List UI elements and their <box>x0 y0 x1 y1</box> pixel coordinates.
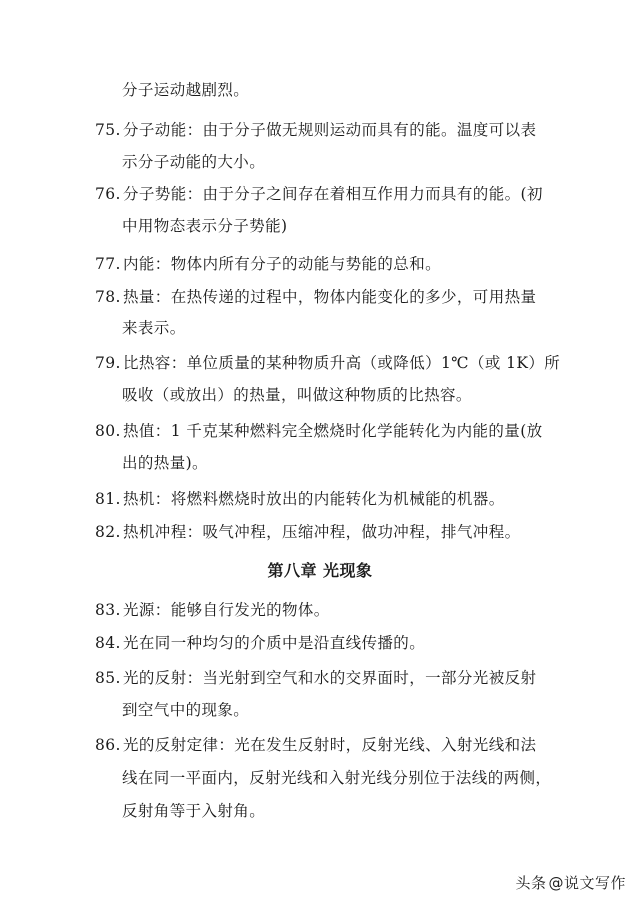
list-item-81 <box>95 489 505 509</box>
item-text-continued: 线在同一平面内，反射光线和入射光线分别位于法线的两侧， <box>122 769 552 787</box>
item-text-continued: 到空气中的现象。 <box>122 701 250 719</box>
item-text-continued: 示分子动能的大小。 <box>122 153 266 171</box>
list-item-78 <box>95 287 536 307</box>
chapter-heading: 第八章 光现象 <box>267 561 373 580</box>
list-item-84 <box>95 633 425 653</box>
watermark <box>515 872 626 893</box>
item-text: 光在同一种均匀的介质中是沿直线传播的。 <box>123 634 426 652</box>
item-text: 热值：1 千克某种燃料完全燃烧时化学能转化为内能的量(放 <box>123 422 543 440</box>
item-number: 84. <box>95 634 121 652</box>
list-item-83 <box>95 600 330 620</box>
item-number: 77. <box>95 255 121 273</box>
item-text: 热量：在热传递的过程中，物体内能变化的多少，可用热量 <box>123 288 537 306</box>
item-number: 78. <box>95 288 121 306</box>
continuation-line: 分子运动越剧烈。 <box>122 81 250 99</box>
item-text: 分子动能：由于分子做无规则运动而具有的能。温度可以表 <box>123 121 537 139</box>
list-item-79 <box>95 353 560 373</box>
item-text-continued: 来表示。 <box>122 319 186 337</box>
list-item-75 <box>95 120 536 140</box>
item-text: 比热容：单位质量的某种物质升高（或降低）1℃（或 1K）所 <box>123 354 561 372</box>
watermark-prefix: 头条 <box>515 874 547 892</box>
item-number: 75. <box>95 121 121 139</box>
item-number: 86. <box>95 736 121 754</box>
item-number: 81. <box>95 490 121 508</box>
item-number: 80. <box>95 422 121 440</box>
item-text: 光源：能够自行发光的物体。 <box>123 601 330 619</box>
item-text-continued: 吸收（或放出）的热量，叫做这种物质的比热容。 <box>122 386 472 404</box>
list-item-76 <box>95 184 543 204</box>
item-number: 82. <box>95 523 121 541</box>
item-text: 光的反射定律：光在发生反射时，反射光线、入射光线和法 <box>123 736 537 754</box>
item-text: 光的反射：当光射到空气和水的交界面时，一部分光被反射 <box>123 669 537 687</box>
item-text: 内能：物体内所有分子的动能与势能的总和。 <box>123 255 442 273</box>
item-text-continued: 中用物态表示分子势能) <box>122 217 288 235</box>
item-text: 热机冲程：吸气冲程，压缩冲程，做功冲程，排气冲程。 <box>123 523 521 541</box>
list-item-82 <box>95 522 521 542</box>
list-item-77 <box>95 254 441 274</box>
item-number: 76. <box>95 185 121 203</box>
item-text: 热机：将燃料燃烧时放出的内能转化为机械能的机器。 <box>123 490 505 508</box>
list-item-80 <box>95 421 543 441</box>
item-text: 分子势能：由于分子之间存在着相互作用力而具有的能。(初 <box>123 185 543 203</box>
item-number: 85. <box>95 669 121 687</box>
item-number: 83. <box>95 601 121 619</box>
item-text-continued: 出的热量)。 <box>122 454 208 472</box>
list-item-86 <box>95 735 536 755</box>
list-item-85 <box>95 668 536 688</box>
watermark-handle: @说文写作 <box>548 874 626 892</box>
item-number: 79. <box>95 354 121 372</box>
item-text-continued: 反射角等于入射角。 <box>122 802 266 820</box>
